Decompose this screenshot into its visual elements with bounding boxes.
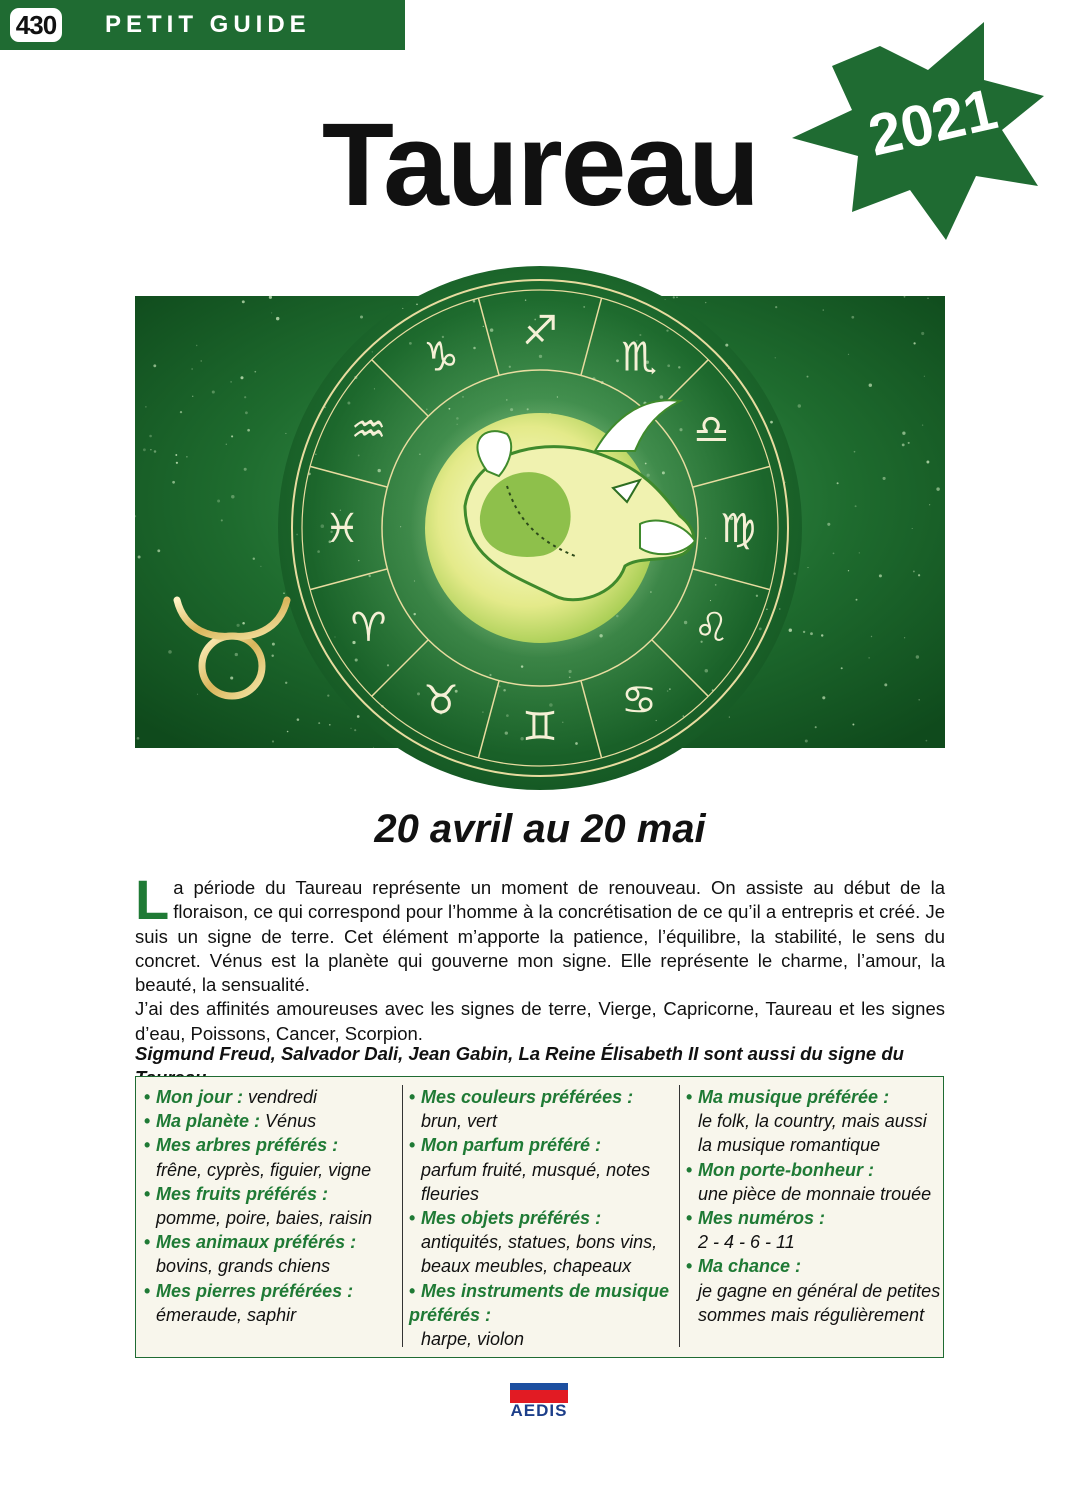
info-value: le folk, la country, mais aussi la musique romantique [698, 1111, 927, 1156]
zodiac-glyph-icon: ♉ [423, 677, 459, 724]
sparkle [271, 312, 272, 313]
info-item: • Mes pierres préférées : émeraude, saphir [144, 1279, 400, 1327]
sparkle [756, 595, 758, 597]
sparkle [413, 613, 415, 615]
sparkle [789, 629, 792, 632]
sparkle [296, 534, 298, 536]
guide-number-badge: 430 [10, 8, 62, 42]
sparkle [848, 354, 849, 355]
sparkle [916, 655, 919, 658]
sparkle [498, 685, 500, 687]
sparkle [710, 600, 711, 601]
sparkle [770, 421, 773, 424]
sparkle [869, 383, 872, 386]
sparkle [221, 519, 223, 521]
zodiac-glyph-icon: ♐ [522, 308, 558, 354]
sparkle [683, 715, 684, 716]
info-column-1 [144, 1085, 400, 1327]
sparkle [821, 634, 823, 636]
sparkle [665, 299, 666, 300]
sparkle [138, 556, 141, 559]
series-label: PETIT GUIDE [105, 11, 311, 38]
info-box [135, 1076, 944, 1358]
sparkle [902, 432, 905, 435]
sparkle [583, 306, 585, 308]
info-item: • Mon jour : vendredi [144, 1087, 318, 1107]
sparkle [242, 622, 245, 625]
info-item: • Mes couleurs préférées : brun, vert [409, 1085, 677, 1133]
sparkle [235, 653, 238, 656]
sparkle [354, 729, 356, 731]
sparkle [807, 567, 808, 568]
sparkle [929, 504, 930, 505]
sparkle [833, 553, 835, 555]
info-item: • Mon parfum préféré : parfum fruité, musqué, notes fleuries [409, 1133, 677, 1206]
page-title: Taureau [321, 99, 759, 231]
sparkle [212, 390, 215, 393]
sparkle [247, 429, 250, 432]
zodiac-glyph-icon: ♌ [693, 605, 730, 651]
sparkle [926, 461, 929, 464]
sparkle [525, 299, 526, 300]
info-item: • Mes fruits préférés : pomme, poire, baies, raisin [144, 1182, 400, 1230]
sparkle [503, 689, 506, 692]
sparkle [201, 360, 202, 361]
sparkle [473, 347, 476, 350]
sparkle [285, 433, 286, 434]
info-label: Mes animaux préférés : [156, 1232, 357, 1253]
sparkle [457, 424, 458, 425]
sparkle [489, 674, 491, 676]
sparkle [684, 621, 687, 624]
sparkle [283, 592, 285, 594]
sparkle [242, 300, 245, 303]
column-divider [402, 1085, 403, 1347]
sparkle [841, 667, 843, 669]
sparkle [918, 699, 920, 701]
svg-text:AEDIS: AEDIS [510, 1401, 568, 1420]
info-label: Mon parfum préféré : [421, 1135, 602, 1156]
sparkle [414, 580, 415, 581]
sparkle [869, 657, 870, 658]
sparkle [387, 664, 389, 666]
sparkle [276, 317, 279, 320]
sparkle [272, 643, 275, 646]
sparkle [779, 608, 780, 609]
sparkle [852, 724, 854, 726]
sparkle [448, 408, 450, 410]
sparkle [807, 376, 809, 378]
sparkle [372, 351, 373, 352]
sparkle [473, 300, 476, 303]
sparkle [851, 316, 854, 319]
sparkle [936, 487, 939, 490]
sparkle [575, 742, 578, 745]
sparkle [260, 566, 261, 567]
intro-paragraph [135, 868, 945, 1046]
sparkle [679, 428, 682, 431]
sparkle [662, 471, 665, 474]
info-label: Mes arbres préférés : [156, 1135, 339, 1156]
sparkle [153, 364, 156, 367]
sparkle [884, 683, 887, 686]
info-label: Ma musique préférée : [698, 1087, 890, 1107]
info-label: Mes instruments de musique préférés : [409, 1280, 670, 1325]
sparkle [186, 456, 188, 458]
info-value: frêne, cyprès, figuier, vigne [156, 1159, 372, 1180]
sparkle [192, 396, 193, 397]
sparkle [297, 718, 300, 721]
info-value: pomme, poire, baies, raisin [156, 1208, 373, 1229]
sparkle [482, 711, 483, 712]
sparkle [569, 676, 571, 678]
sparkle [705, 669, 709, 673]
info-value: harpe, violon [421, 1329, 525, 1350]
sparkle [180, 411, 182, 413]
sparkle [175, 454, 177, 456]
sparkle [902, 443, 905, 446]
sparkle [803, 631, 805, 633]
info-value: parfum fruité, musqué, notes fleuries [421, 1159, 651, 1204]
sparkle [350, 728, 351, 729]
sparkle [327, 694, 329, 696]
header-band [0, 0, 405, 50]
info-label: Mes couleurs préférées : [421, 1087, 634, 1107]
info-value: émeraude, saphir [156, 1304, 297, 1325]
sparkle [766, 609, 768, 611]
info-label: Mes objets préférés : [421, 1208, 602, 1229]
sparkle [924, 376, 925, 377]
sparkle [871, 636, 872, 637]
info-item: • Ma musique préférée : le folk, la country, mais aussi la musique romantique [686, 1085, 941, 1158]
sparkle [673, 296, 675, 298]
column-divider [679, 1085, 680, 1347]
sparkle [217, 500, 220, 503]
sparkle [827, 523, 830, 526]
sparkle [775, 357, 776, 358]
info-value: je gagne en général de petites sommes mais régulièrement [698, 1280, 941, 1325]
sparkle [244, 396, 246, 398]
sparkle [660, 395, 664, 399]
sparkle [168, 650, 172, 654]
sparkle [908, 442, 910, 444]
info-value: bovins, grands chiens [156, 1256, 331, 1277]
sparkle [416, 303, 418, 305]
sparkle [918, 574, 920, 576]
info-label: Mon jour : [156, 1087, 243, 1107]
sparkle [705, 538, 706, 539]
info-value: antiquités, statues, bons vins, beaux meubles, chapeaux [421, 1232, 658, 1277]
info-value: brun, vert [421, 1111, 498, 1132]
sparkle [355, 658, 358, 661]
sparkle [176, 462, 178, 464]
sparkle [904, 296, 906, 298]
sparkle [798, 404, 801, 407]
intro-text-affinities: J’ai des affinités amoureuses avec les signes de terre, Vierge, Capricorne, Taureau et les signes d’eau, Poissons, Cancer, Scorpion. [135, 998, 945, 1044]
info-value: 2 - 4 - 6 - 11 [698, 1232, 795, 1253]
sparkle [667, 364, 670, 367]
sparkle [521, 665, 523, 667]
sparkle [669, 688, 671, 690]
sparkle [150, 449, 151, 450]
sparkle [226, 444, 227, 445]
info-column-3 [686, 1085, 941, 1327]
sparkle [231, 495, 234, 498]
sparkle [794, 573, 796, 575]
sparkle [913, 570, 915, 572]
info-item: • Mes arbres préférés : frêne, cyprès, figuier, vigne [144, 1133, 400, 1181]
info-value: une pièce de monnaie trouée [698, 1183, 932, 1204]
sparkle [922, 424, 923, 425]
sparkle [815, 726, 817, 728]
sparkle [231, 435, 233, 437]
sparkle [400, 526, 401, 527]
sparkle [196, 345, 197, 346]
sparkle [157, 549, 160, 552]
zodiac-illustration [135, 266, 945, 790]
sparkle [358, 454, 360, 456]
sparkle [667, 690, 669, 692]
sparkle [254, 371, 256, 373]
sparkle [240, 376, 243, 379]
zodiac-glyph-icon: ♎ [693, 407, 730, 453]
zodiac-glyph-icon: ♊ [522, 704, 558, 750]
info-item: • Mes numéros : 2 - 4 - 6 - 11 [686, 1206, 941, 1254]
sparkle [197, 694, 198, 695]
sparkle [506, 714, 509, 717]
info-item: • Mon porte-bonheur : une pièce de monnaie trouée [686, 1158, 941, 1206]
publisher-logo-icon [496, 1380, 582, 1422]
sparkle [287, 731, 289, 733]
sparkle [191, 368, 192, 369]
date-range: 20 avril au 20 mai [374, 807, 706, 851]
sparkle [285, 682, 287, 684]
sparkle [539, 355, 542, 358]
info-item: • Mes animaux préférés : bovins, grands chiens [144, 1230, 400, 1278]
sparkle [854, 451, 856, 453]
sparkle [823, 310, 824, 311]
info-item: • Ma planète : Vénus [144, 1111, 317, 1132]
sparkle [759, 628, 762, 631]
sparkle [490, 328, 494, 332]
sparkle [729, 717, 730, 718]
sparkle [402, 308, 403, 309]
sparkle [244, 468, 247, 471]
sparkle [358, 560, 359, 561]
sparkle [859, 552, 860, 553]
info-value: vendredi [248, 1087, 318, 1107]
sparkle [419, 454, 420, 455]
info-column-2 [409, 1085, 677, 1351]
sparkle [154, 450, 157, 453]
sparkle [374, 388, 375, 389]
sparkle [912, 528, 913, 529]
sparkle [676, 297, 678, 299]
info-item: • Ma chance : je gagne en général de petites sommes mais régulièrement [686, 1254, 941, 1327]
sparkle [409, 342, 412, 345]
sparkle [230, 381, 232, 383]
sparkle [253, 558, 255, 560]
sparkle [334, 636, 335, 637]
sparkle [236, 624, 239, 627]
sparkle [357, 715, 360, 718]
zodiac-glyph-icon: ♍ [720, 506, 756, 552]
sparkle [505, 731, 508, 734]
zodiac-glyph-icon: ♏ [621, 334, 657, 381]
sparkle [347, 402, 350, 405]
year-badge: 2021 [862, 76, 1004, 169]
sparkle [145, 406, 146, 407]
sparkle [483, 326, 484, 327]
sparkle [269, 296, 272, 299]
info-item: • Mes objets préférés : antiquités, statues, bons vins, beaux meubles, chapeaux [409, 1206, 677, 1279]
sparkle [810, 632, 813, 635]
info-label: Mes numéros : [698, 1208, 826, 1229]
sparkle [616, 359, 619, 362]
sparkle [848, 570, 849, 571]
zodiac-glyph-icon: ♈ [350, 605, 387, 651]
zodiac-glyph-icon: ♒ [350, 407, 387, 453]
sparkle [149, 435, 152, 438]
sparkle [378, 469, 381, 472]
sparkle [509, 366, 511, 368]
sparkle [926, 740, 928, 742]
sparkle [879, 574, 882, 577]
sparkle [143, 448, 146, 451]
sparkle [172, 481, 175, 484]
sparkle [678, 366, 680, 368]
sparkle [230, 676, 233, 679]
zodiac-glyph-icon: ♓ [324, 506, 360, 552]
zodiac-glyph-icon: ♑ [423, 334, 459, 381]
sparkle [725, 344, 728, 347]
info-label: Ma planète : [156, 1111, 261, 1132]
sparkle [368, 575, 370, 577]
sparkle [272, 740, 274, 742]
sparkle [913, 342, 915, 344]
sparkle [856, 599, 858, 601]
zodiac-glyph-icon: ♋ [621, 677, 657, 724]
sparkle [837, 482, 839, 484]
sparkle [822, 696, 825, 699]
sparkle [927, 298, 928, 299]
sparkle [462, 396, 464, 398]
sparkle [569, 670, 572, 673]
sparkle [318, 722, 320, 724]
sparkle [417, 692, 420, 695]
sparkle [705, 302, 706, 303]
info-label: Mes fruits préférés : [156, 1183, 329, 1204]
sparkle [426, 408, 428, 410]
sparkle [329, 724, 331, 726]
drop-cap: L [135, 868, 170, 931]
info-label: Mon porte-bonheur : [698, 1159, 874, 1180]
sparkle [506, 399, 508, 401]
sparkle [855, 505, 857, 507]
sparkle [883, 477, 886, 480]
intro-text: a période du Taureau représente un moment de renouveau. On assiste au début de la floraison, ce qui correspond pour l’homme à la concrétisation de ce qu’il a entrepris et créé. Je suis un signe de terre. Cet élément m’apporte la patience, l’équilibre, la stabilité, le sens du concret. Vénus est la planète qui gouverne mon signe. Elle représente le charme, l’amour, la beauté, la sensualité. [135, 877, 945, 996]
famous-people: Sigmund Freud, Salvador Dali, Jean Gabin, La Reine Élisabeth II sont aussi du signe du [135, 1043, 904, 1064]
sparkle [456, 417, 459, 420]
sparkle [805, 740, 808, 743]
info-item: • Mes instruments de musique préférés : harpe, violon [409, 1279, 677, 1352]
sparkle [904, 637, 905, 638]
sparkle [715, 584, 717, 586]
sparkle [666, 329, 668, 331]
sparkle [921, 332, 924, 335]
sparkle [562, 722, 563, 723]
sparkle [775, 306, 777, 308]
sparkle [137, 737, 140, 740]
sparkle [557, 396, 558, 397]
info-label: Mes pierres préférées : [156, 1280, 354, 1301]
sparkle [245, 411, 248, 414]
sparkle [317, 550, 320, 553]
info-value: Vénus [265, 1111, 317, 1132]
sparkle [315, 454, 317, 456]
sparkle [373, 747, 374, 748]
sparkle [360, 316, 363, 319]
sparkle [271, 655, 273, 657]
info-label: Ma chance : [698, 1256, 802, 1277]
